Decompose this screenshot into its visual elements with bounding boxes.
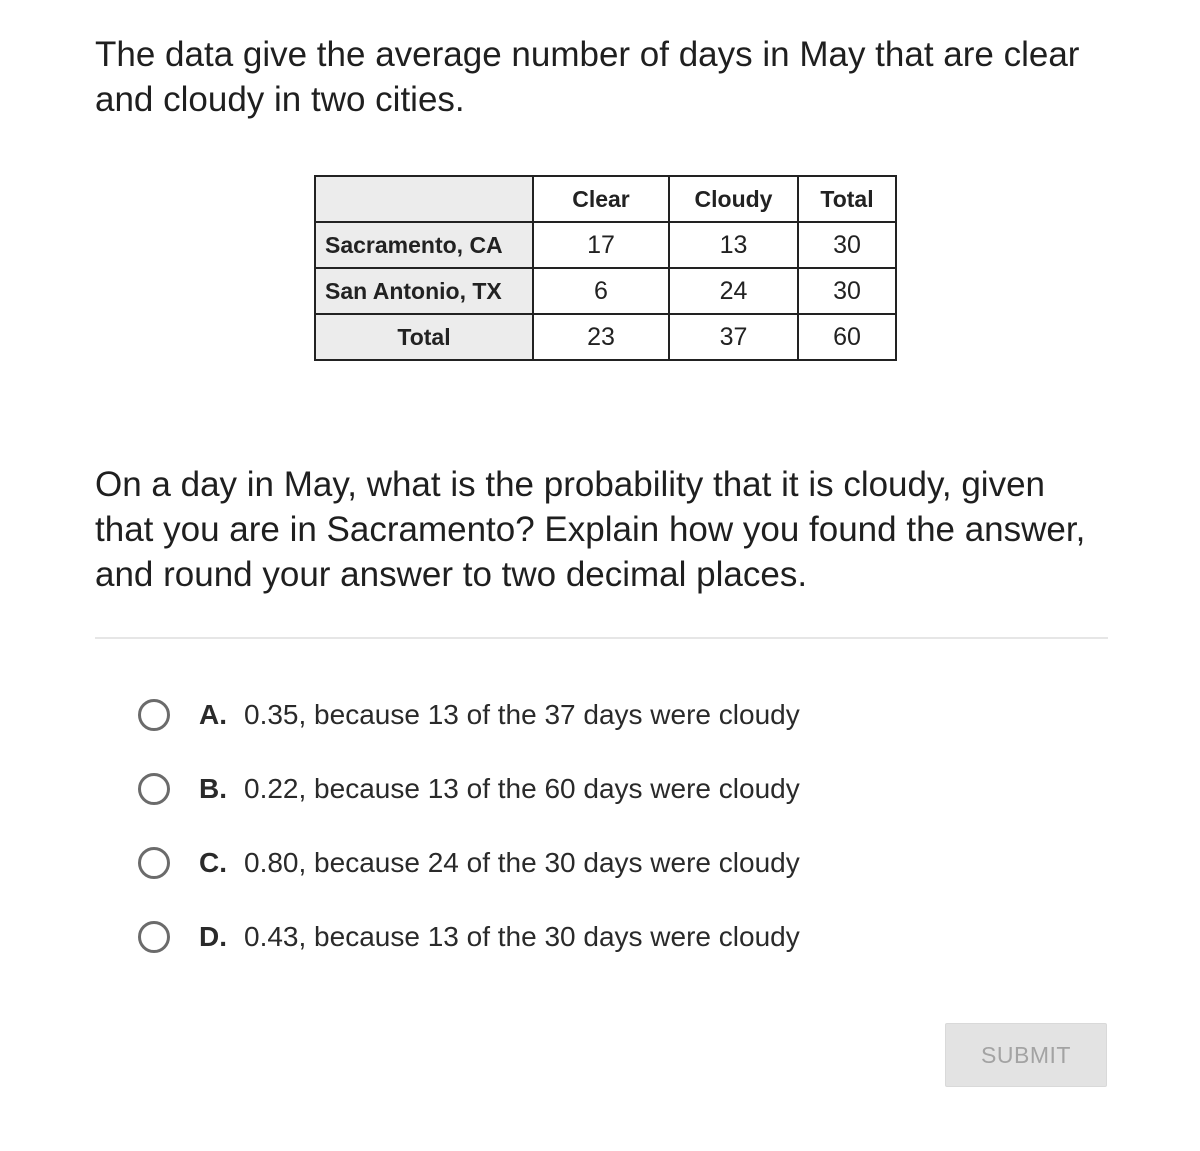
- choice-d[interactable]: [138, 900, 1038, 974]
- choice-letter: D.: [199, 921, 227, 952]
- table-header-total: Total: [798, 176, 896, 222]
- choice-letter: A.: [199, 699, 227, 730]
- cell-total-cloudy: 37: [669, 314, 798, 360]
- choice-b[interactable]: [138, 752, 1038, 826]
- data-table: [314, 175, 897, 361]
- radio-button-a[interactable]: [138, 699, 170, 731]
- table-header-row: [315, 176, 896, 222]
- cell-total-clear: 23: [533, 314, 669, 360]
- radio-button-b[interactable]: [138, 773, 170, 805]
- choice-letter: C.: [199, 847, 227, 878]
- radio-button-c[interactable]: [138, 847, 170, 879]
- choice-text: 0.80, because 24 of the 30 days were cloudy: [244, 847, 800, 878]
- cell-sacramento-total: 30: [798, 222, 896, 268]
- choice-text: 0.22, because 13 of the 60 days were cloudy: [244, 773, 800, 804]
- cell-san-antonio-clear: 6: [533, 268, 669, 314]
- table-row: [315, 268, 896, 314]
- table-header-clear: Clear: [533, 176, 669, 222]
- choice-a[interactable]: [138, 678, 1038, 752]
- divider: [95, 637, 1108, 639]
- row-label-sacramento: Sacramento, CA: [315, 222, 533, 268]
- choice-c[interactable]: [138, 826, 1038, 900]
- cell-san-antonio-cloudy: 24: [669, 268, 798, 314]
- table-header-cloudy: Cloudy: [669, 176, 798, 222]
- cell-sacramento-cloudy: 13: [669, 222, 798, 268]
- row-label-san-antonio: San Antonio, TX: [315, 268, 533, 314]
- table-header-corner: [315, 176, 533, 222]
- choice-letter: B.: [199, 773, 227, 804]
- submit-button[interactable]: SUBMIT: [945, 1023, 1107, 1087]
- cell-total-total: 60: [798, 314, 896, 360]
- question-text: On a day in May, what is the probability that it is cloudy, given that you are in Sacramento? Explain how you found the answer, and round your answer to two decimal places.: [95, 465, 1086, 594]
- answer-choices: [138, 678, 1038, 974]
- choice-text: 0.35, because 13 of the 37 days were cloudy: [244, 699, 800, 730]
- choice-text: 0.43, because 13 of the 30 days were cloudy: [244, 921, 800, 952]
- table-row: [315, 222, 896, 268]
- radio-button-d[interactable]: [138, 921, 170, 953]
- row-label-total: Total: [315, 314, 533, 360]
- table-row: [315, 314, 896, 360]
- cell-san-antonio-total: 30: [798, 268, 896, 314]
- question-intro: The data give the average number of days in May that are clear and cloudy in two cities.: [95, 35, 1080, 119]
- cell-sacramento-clear: 17: [533, 222, 669, 268]
